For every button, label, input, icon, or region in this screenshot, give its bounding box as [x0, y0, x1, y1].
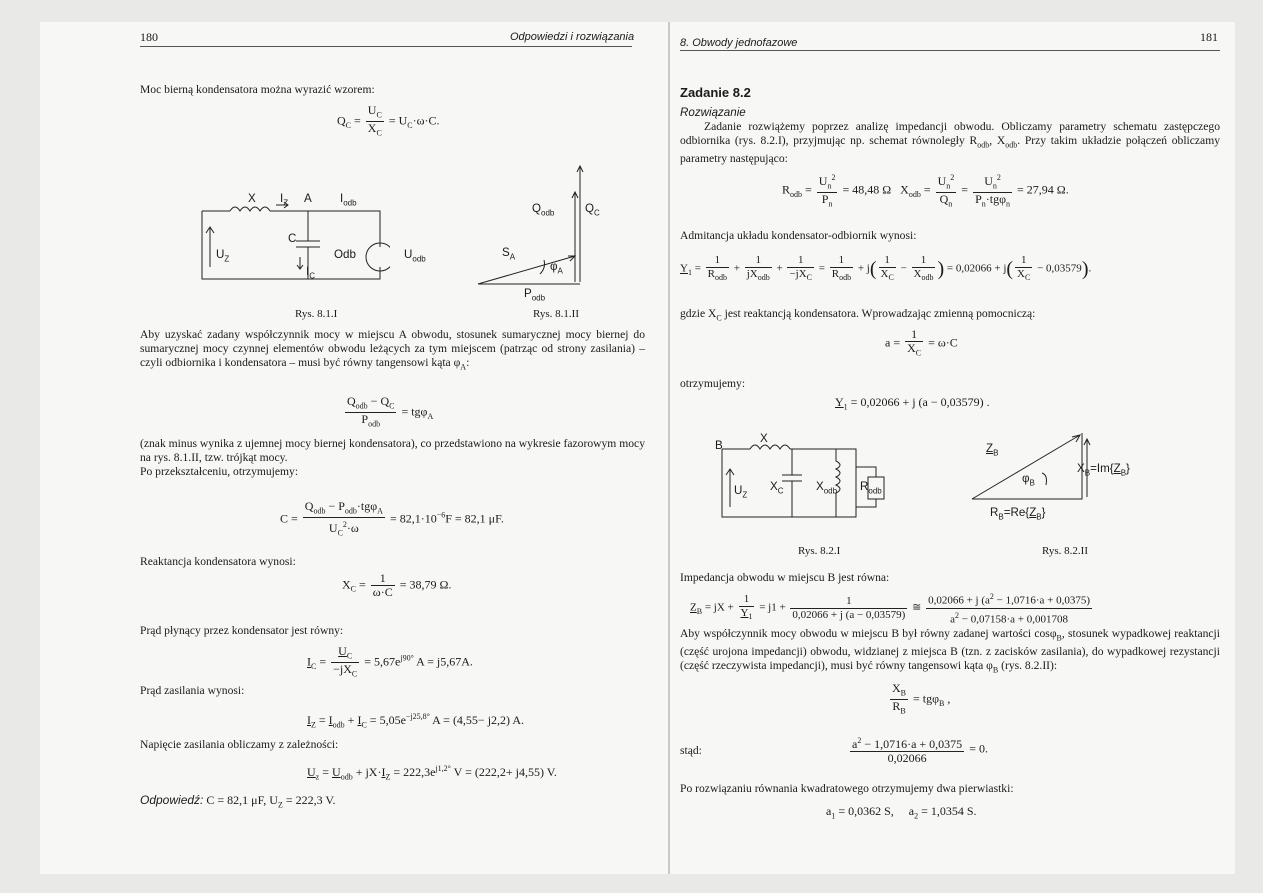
eq-zb: $Z_B$ = jX + $\frac{1}{Y_1}$ = j1 + $\frac{1}{0,02066 + j (a - 0,03579)}$ ≅ $\frac{0,02066 + j (a^2 - 1,0716\cdot a + 0,0375)}{a^2 - 0,07158\cdot a + 0,001708}$: [690, 592, 1090, 626]
r-para-5: Impedancja obwodu w miejscu B jest równa:: [680, 571, 890, 584]
fig2-label-sa: $S_A$: [502, 246, 516, 262]
page-number-right: 181: [1200, 30, 1218, 44]
fig4-label-zb: $Z_B$: [986, 442, 999, 458]
eq-tgb: $\frac{X_B}{R_B}$ = tgφ$_B$ ,: [892, 681, 951, 716]
r-para-7: Po rozwiązaniu równania kwadratowego otrzymujemy dwa pierwiastki:: [680, 782, 1014, 795]
fig1-label-odb: Odb: [334, 248, 356, 261]
eq-tg: $\frac{Q_{odb} - Q_C}{P_{odb}}$ = tgφ$_A$: [347, 394, 434, 429]
running-head-right: 8. Obwody jednofazowe: [680, 37, 798, 49]
fig1-label-iz: $I_Z$: [280, 192, 289, 208]
fig4-caption: Rys. 8.2.II: [1042, 545, 1089, 557]
eq-quad: $\frac{a^2 - 1,0716\cdot a + 0,0375}{0,02066}$ = 0.: [852, 736, 988, 765]
eq-iz: $I_Z = I_{odb} + I_C = 5,05e^{-j25,8^\circ}$ A = (4,55− j2,2) A.: [307, 712, 525, 730]
intro-text: Moc bierną kondensatora można wyrazić wzorem:: [140, 83, 375, 96]
answer-text: C = 82,1 μF, $U_Z = 222,3$ V.: [203, 793, 336, 810]
para-2: (znak minus wynika z ujemnej mocy biernej kondensatora), co przedstawiono na wykresie fazorowym mocy na rys. 8.1.II, tzw. trójkąt mocy.: [140, 437, 645, 464]
fig1-label-c: C: [288, 232, 297, 245]
fig1-label-iodb: $I_{odb}$: [340, 192, 357, 208]
eq-qc: $Q_C$ = $\frac{U_C}{X_C}$ = $U_C\cdot\omega\cdot C$.: [337, 103, 440, 138]
fig4-label-rb: $R_B=Re\{Z_B\}$: [990, 506, 1046, 522]
fig3-label-rodb: $R_{odb}$: [860, 480, 882, 496]
page-number-left: 180: [140, 30, 158, 44]
right-page: [670, 22, 1235, 874]
left-page: [40, 22, 668, 874]
r-para-1: Zadanie rozwiążemy poprzez analizę impedancji obwodu. Obliczamy parametry schematu zastępczego odbiornika (rys. 8.2.I), przyjmując np. schemat równoległy $R_{odb}$, $X_{odb}$. Przy takim układzie połączeń obliczamy parametry następująco:: [680, 120, 1221, 166]
fig1-label-uodb: $U_{odb}$: [404, 248, 426, 264]
fig1-label-a: A: [304, 192, 312, 205]
fig1-label-x: X: [248, 192, 256, 205]
figure-8-1-2: [470, 162, 590, 302]
fig3-label-uz: $U_Z$: [734, 484, 748, 500]
r-para-6: Aby współczynnik mocy obwodu w miejscu B był równy zadanej wartości cosφ$_B$, stosunek wypadkowej reaktancji (część urojona impedancji) obwodu, widzianej z miejsca B (tzn. z zacisków zasilania), do wypadkowej rezystancji (część rzeczywista impedancji), musi być równy tangensowi kąta $\varphi_B$ (rys. 8.2.II):: [680, 627, 1220, 675]
eq-c: C = $\frac{Q_{odb} - P_{odb}\cdot tg\varphi_A}{U_C^2\cdot\omega}$ = $82,1\cdot 10^{-6}F = 82,1$ μF.: [280, 499, 504, 538]
fig4-label-xb: $X_B=Im\{Z_B\}$: [1077, 462, 1130, 478]
eq-ic: $I_C$ = $\frac{U_C}{-jX_C}$ = $5,67e^{j90^\circ}$ A = j5,67A.: [307, 644, 473, 679]
fig1-caption: Rys. 8.1.I: [295, 308, 338, 320]
answer-label: Odpowiedź:: [140, 793, 204, 807]
fig3-label-b: B: [715, 439, 723, 452]
head-rule-right: [680, 50, 1220, 51]
para-5: Prąd płynący przez kondensator jest równy:: [140, 624, 344, 637]
fig1-label-ic: $I_C$: [306, 265, 316, 281]
running-head-left: Odpowiedzi i rozwiązania: [510, 31, 635, 43]
fig2-label-qc: $Q_C$: [585, 202, 600, 218]
fig2-caption: Rys. 8.1.II: [533, 308, 580, 320]
para-7: Napięcie zasilania obliczamy z zależności:: [140, 738, 339, 751]
r-para-4: otrzymujemy:: [680, 377, 746, 390]
subtitle: Rozwiązanie: [680, 106, 746, 119]
r-para-3: gdzie $X_C$ jest reaktancją kondensatora. Wprowadzając zmienną pomocniczą:: [680, 307, 1036, 323]
fig3-label-xc: $X_C$: [770, 480, 784, 496]
fig3-label-x: X: [760, 432, 768, 445]
para-1: Aby uzyskać zadany współczynnik mocy w miejscu A obwodu, stosunek sumarycznej mocy biernej do sumarycznej mocy czynnej elementów obwodu leżących za tym miejscem (patrząc od strony zasilania) – czyli odbiornika i kondensatora – musi być równy tangensowi kąta $\varphi_A$:: [140, 328, 645, 372]
eq-y1: $Y_1$ = $\frac{1}{R_{odb}}$ + $\frac{1}{jX_{odb}}$ + $\frac{1}{-jX_C}$ = $\frac{1}{R_{odb}}$ + j( $\frac{1}{X_C}$ − $\frac{1}{X_{odb}}$ ) = 0,02066 + j( $\frac{1}{X_C}$ − 0,03579).: [680, 254, 1092, 283]
eq-a: a = $\frac{1}{X_C}$ = ω·C: [885, 327, 958, 358]
eq-uz: $U_z = U_{odb} + jX\cdot I_Z = 222,3e^{j1,2^\circ}$ V = (222,2+ j4,55) V.: [307, 764, 557, 782]
fig2-label-qodb: $Q_{odb}$: [532, 202, 555, 218]
eq-xc: $X_C$ = $\frac{1}{\omega\cdot C}$ = 38,79 Ω.: [342, 571, 452, 599]
fig2-label-phi: $\varphi_A$: [550, 260, 563, 276]
answer-line: [140, 793, 336, 812]
eq-roots: $a_1 = 0,0362$ S, $a_2 = 1,0354$ S.: [826, 804, 977, 821]
task-title: Zadanie 8.2: [680, 85, 751, 100]
para-6: Prąd zasilania wynosi:: [140, 684, 245, 697]
fig3-label-xodb: $X_{odb}$: [816, 480, 838, 496]
para-4: Reaktancja kondensatora wynosi:: [140, 555, 296, 568]
fig1-label-uz: $U_Z$: [216, 248, 230, 264]
eq-params: $R_{odb}$ = $\frac{U_n^2}{P_n}$ = 48,48 Ω $X_{odb}$ = $\frac{U_n^2}{Q_n}$ = $\frac{U_n^2}{P_n\cdot tg\varphi_n}$ = 27,94 Ω.: [782, 173, 1069, 209]
stad-label: stąd:: [680, 744, 702, 757]
eq-y1b: $Y_1 = 0,02066 + j$ (a − 0,03579) .: [835, 395, 990, 412]
r-para-2: Admitancja układu kondensator-odbiornik wynosi:: [680, 229, 917, 242]
fig4-label-phib: $\varphi_B$: [1022, 472, 1035, 488]
head-rule-left: [140, 46, 632, 47]
fig3-caption: Rys. 8.2.I: [798, 545, 841, 557]
para-3: Po przekształceniu, otrzymujemy:: [140, 465, 299, 478]
fig2-label-podb: $P_{odb}$: [524, 287, 546, 303]
